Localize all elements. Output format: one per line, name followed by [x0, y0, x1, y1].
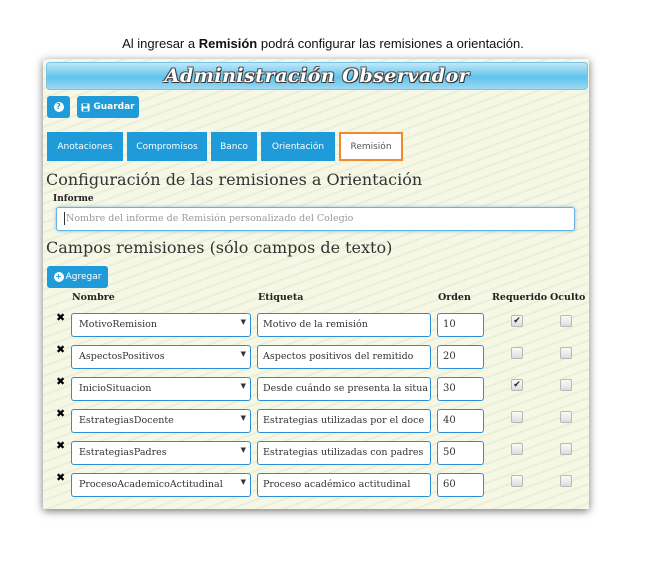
save-label: Guardar	[93, 102, 135, 112]
requerido-checkbox[interactable]	[511, 411, 523, 423]
requerido-checkbox[interactable]	[511, 443, 523, 455]
nombre-value: InicioSituacion	[79, 383, 152, 394]
delete-icon[interactable]: ✖	[56, 375, 66, 388]
etiqueta-input[interactable]: Estrategias utilizadas con padres	[257, 441, 431, 465]
fields-heading: Campos remisiones (sólo campos de texto)	[46, 238, 393, 257]
nombre-select[interactable]	[71, 345, 251, 369]
orden-input[interactable]: 40	[437, 409, 484, 433]
dropdown-arrow-icon: ▼	[240, 318, 246, 326]
table-row	[43, 473, 589, 505]
dropdown-arrow-icon: ▼	[240, 478, 246, 486]
oculto-checkbox[interactable]	[560, 443, 572, 455]
tab-bar	[47, 132, 585, 161]
app-title-banner: Administración Observador	[46, 62, 588, 90]
col-header-etiqueta: Etiqueta	[258, 292, 304, 303]
delete-icon[interactable]: ✖	[56, 343, 66, 356]
table-row	[43, 345, 589, 377]
etiqueta-input[interactable]: Motivo de la remisión	[257, 313, 431, 337]
nombre-value: AspectosPositivos	[79, 351, 165, 362]
col-header-orden: Orden	[438, 292, 471, 303]
floppy-disk-icon	[81, 103, 90, 112]
requerido-checkbox[interactable]: ✔	[511, 379, 523, 391]
nombre-value: EstrategiasPadres	[79, 447, 167, 458]
orden-input[interactable]: 20	[437, 345, 484, 369]
nombre-value: MotivoRemision	[79, 319, 157, 330]
col-header-oculto: Oculto	[550, 292, 586, 303]
tab-remision[interactable]: Remisión	[339, 132, 403, 161]
nombre-select[interactable]	[71, 441, 251, 465]
add-label: Agregar	[65, 272, 102, 282]
config-heading: Configuración de las remisiones a Orientación	[46, 170, 423, 189]
oculto-checkbox[interactable]	[560, 347, 572, 359]
etiqueta-input[interactable]: Aspectos positivos del remitido	[257, 345, 431, 369]
informe-placeholder: Nombre del informe de Remisión personalizado del Colegio	[66, 213, 354, 224]
dropdown-arrow-icon: ▼	[240, 350, 246, 358]
orden-input[interactable]: 10	[437, 313, 484, 337]
text-cursor	[64, 212, 65, 225]
nombre-select[interactable]	[71, 409, 251, 433]
informe-label: Informe	[53, 194, 94, 204]
informe-input[interactable]	[56, 207, 575, 231]
question-icon: ?	[54, 102, 64, 112]
etiqueta-input[interactable]: Proceso académico actitudinal	[257, 473, 431, 497]
table-row	[43, 441, 589, 473]
delete-icon[interactable]: ✖	[56, 311, 66, 324]
requerido-checkbox[interactable]	[511, 347, 523, 359]
plus-circle-icon: +	[55, 272, 62, 281]
oculto-checkbox[interactable]	[560, 379, 572, 391]
caption-bold: Remisión	[198, 36, 258, 51]
orden-input[interactable]: 60	[437, 473, 484, 497]
tab-compromisos[interactable]: Compromisos	[127, 132, 207, 161]
table-row	[43, 409, 589, 441]
caption	[0, 36, 646, 51]
oculto-checkbox[interactable]	[560, 315, 572, 327]
col-header-requerido: Requerido	[492, 292, 548, 303]
nombre-select[interactable]	[71, 313, 251, 337]
dropdown-arrow-icon: ▼	[240, 382, 246, 390]
nombre-value: EstrategiasDocente	[79, 415, 174, 426]
requerido-checkbox[interactable]: ✔	[511, 315, 523, 327]
help-button[interactable]	[47, 96, 70, 118]
etiqueta-input[interactable]: Desde cuándo se presenta la situa	[257, 377, 431, 401]
dropdown-arrow-icon: ▼	[240, 446, 246, 454]
app-window	[43, 59, 589, 509]
orden-input[interactable]: 50	[437, 441, 484, 465]
etiqueta-input[interactable]: Estrategias utilizadas por el doce	[257, 409, 431, 433]
tab-orientacion[interactable]: Orientación	[261, 132, 335, 161]
delete-icon[interactable]: ✖	[56, 407, 66, 420]
caption-prefix: Al ingresar a	[122, 36, 199, 51]
nombre-value: ProcesoAcademicoActitudinal	[79, 479, 223, 490]
col-header-nombre: Nombre	[72, 292, 115, 303]
save-button[interactable]	[77, 96, 139, 118]
oculto-checkbox[interactable]	[560, 475, 572, 487]
delete-icon[interactable]: ✖	[56, 439, 66, 452]
tab-banco[interactable]: Banco	[211, 132, 257, 161]
table-row	[43, 377, 589, 409]
nombre-select[interactable]	[71, 377, 251, 401]
caption-suffix: podrá configurar las remisiones a orientación.	[257, 36, 524, 51]
dropdown-arrow-icon: ▼	[240, 414, 246, 422]
requerido-checkbox[interactable]	[511, 475, 523, 487]
oculto-checkbox[interactable]	[560, 411, 572, 423]
nombre-select[interactable]	[71, 473, 251, 497]
orden-input[interactable]: 30	[437, 377, 484, 401]
delete-icon[interactable]: ✖	[56, 471, 66, 484]
table-row	[43, 313, 589, 345]
tab-anotaciones[interactable]: Anotaciones	[47, 132, 123, 161]
add-field-button[interactable]	[47, 266, 108, 288]
